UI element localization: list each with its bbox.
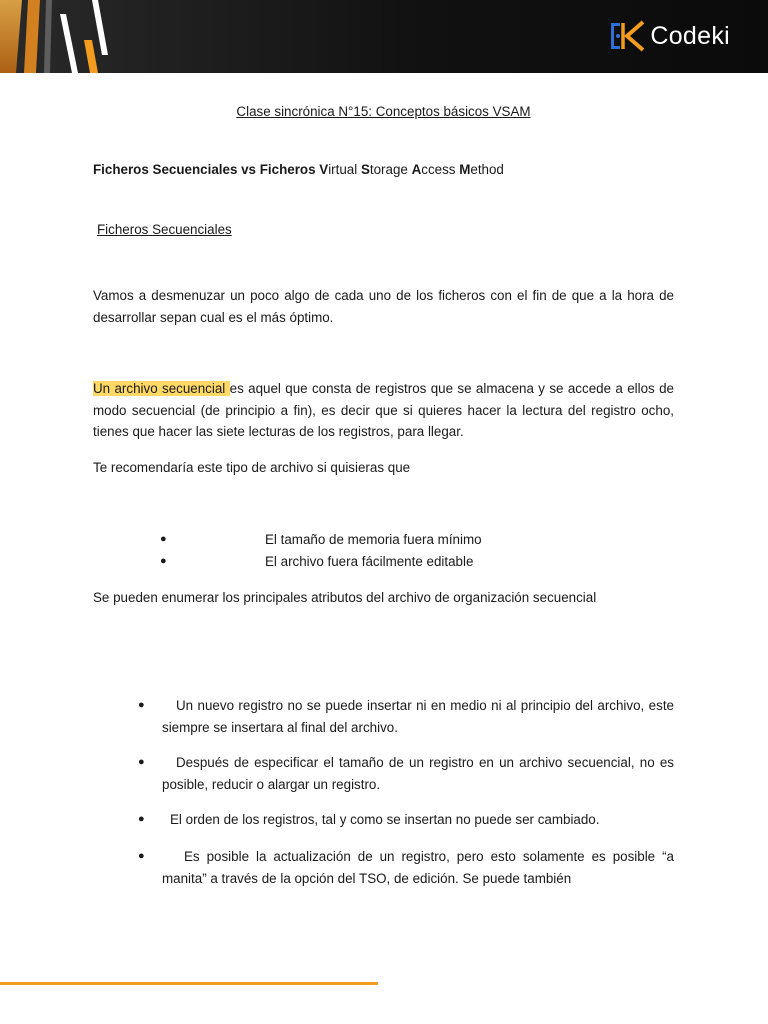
header-banner xyxy=(0,0,768,73)
bullet-icon: ● xyxy=(160,533,167,545)
list-item xyxy=(93,551,674,573)
list-item-text: El orden de los registros, tal y como se insertan no puede ser cambiado. xyxy=(170,812,600,827)
subtitle-part: torage xyxy=(369,162,412,177)
bullet-icon: ● xyxy=(138,756,145,768)
subtitle-part: irtual xyxy=(328,162,361,177)
list-item xyxy=(93,529,674,551)
decorative-stripes xyxy=(0,0,130,73)
attributes-intro: Se pueden enumerar los principales atributos del archivo de organización secuencial xyxy=(93,590,597,605)
list-item-text: Un nuevo registro no se puede insertar ni en medio ni al principio del archivo, este siempre se insertara al final del archivo. xyxy=(162,698,674,735)
subtitle-part: Ficheros Secuenciales vs Ficheros xyxy=(93,162,320,177)
bullet-icon: ● xyxy=(138,699,145,711)
bullet-icon: ● xyxy=(138,813,145,825)
list-item xyxy=(138,809,674,831)
list-item xyxy=(138,752,674,795)
definition-paragraph xyxy=(93,378,674,443)
bullet-icon: ● xyxy=(138,850,145,862)
codeki-logo-icon xyxy=(609,20,647,52)
subtitle-letter-v: V xyxy=(319,162,329,177)
short-bullet-list xyxy=(93,529,674,572)
bullet-icon: ● xyxy=(160,554,167,567)
codeki-logo xyxy=(609,19,730,53)
list-item-text: Después de especificar el tamaño de un registro en un archivo secuencial, no es posible, reducir o alargar un registro. xyxy=(162,755,674,792)
list-item-text: El archivo fuera fácilmente editable xyxy=(265,553,474,569)
subtitle-letter-m: M xyxy=(459,162,471,177)
subtitle-part: ccess xyxy=(421,162,460,177)
recommend-paragraph: Te recomendaría este tipo de archivo si quisieras que xyxy=(93,460,411,475)
definition-text: es aquel que consta de registros que se almacena y se accede a ellos de modo secuencial (de principio a fin), es decir que si quieres hacer la lectura del registro ocho, tienes que hacer las siete lecturas de los registros, para llegar. xyxy=(93,381,674,439)
subtitle-part: ethod xyxy=(470,162,504,177)
document-subtitle xyxy=(93,159,504,181)
list-item xyxy=(138,695,674,738)
footer-accent-line xyxy=(0,982,378,985)
highlighted-term: Un archivo secuencial xyxy=(93,381,230,396)
subtitle-letter-s: S xyxy=(360,162,370,177)
list-item xyxy=(138,846,674,889)
logo-text: Codeki xyxy=(650,21,730,50)
list-item-text: Es posible la actualización de un registro, pero esto solamente es posible “a manita” a través de la opción del TSO, de edición. Se puede también xyxy=(162,849,674,886)
subtitle-letter-a: A xyxy=(411,162,422,177)
list-item-text: El tamaño de memoria fuera mínimo xyxy=(265,532,482,547)
intro-paragraph: Vamos a desmenuzar un poco algo de cada uno de los ficheros con el fin de que a la hora de desarrollar sepan cual es el más óptimo. xyxy=(93,288,674,325)
document-title: Clase sincrónica N°15: Conceptos básicos VSAM xyxy=(236,104,531,119)
section-heading: Ficheros Secuenciales xyxy=(97,222,232,237)
